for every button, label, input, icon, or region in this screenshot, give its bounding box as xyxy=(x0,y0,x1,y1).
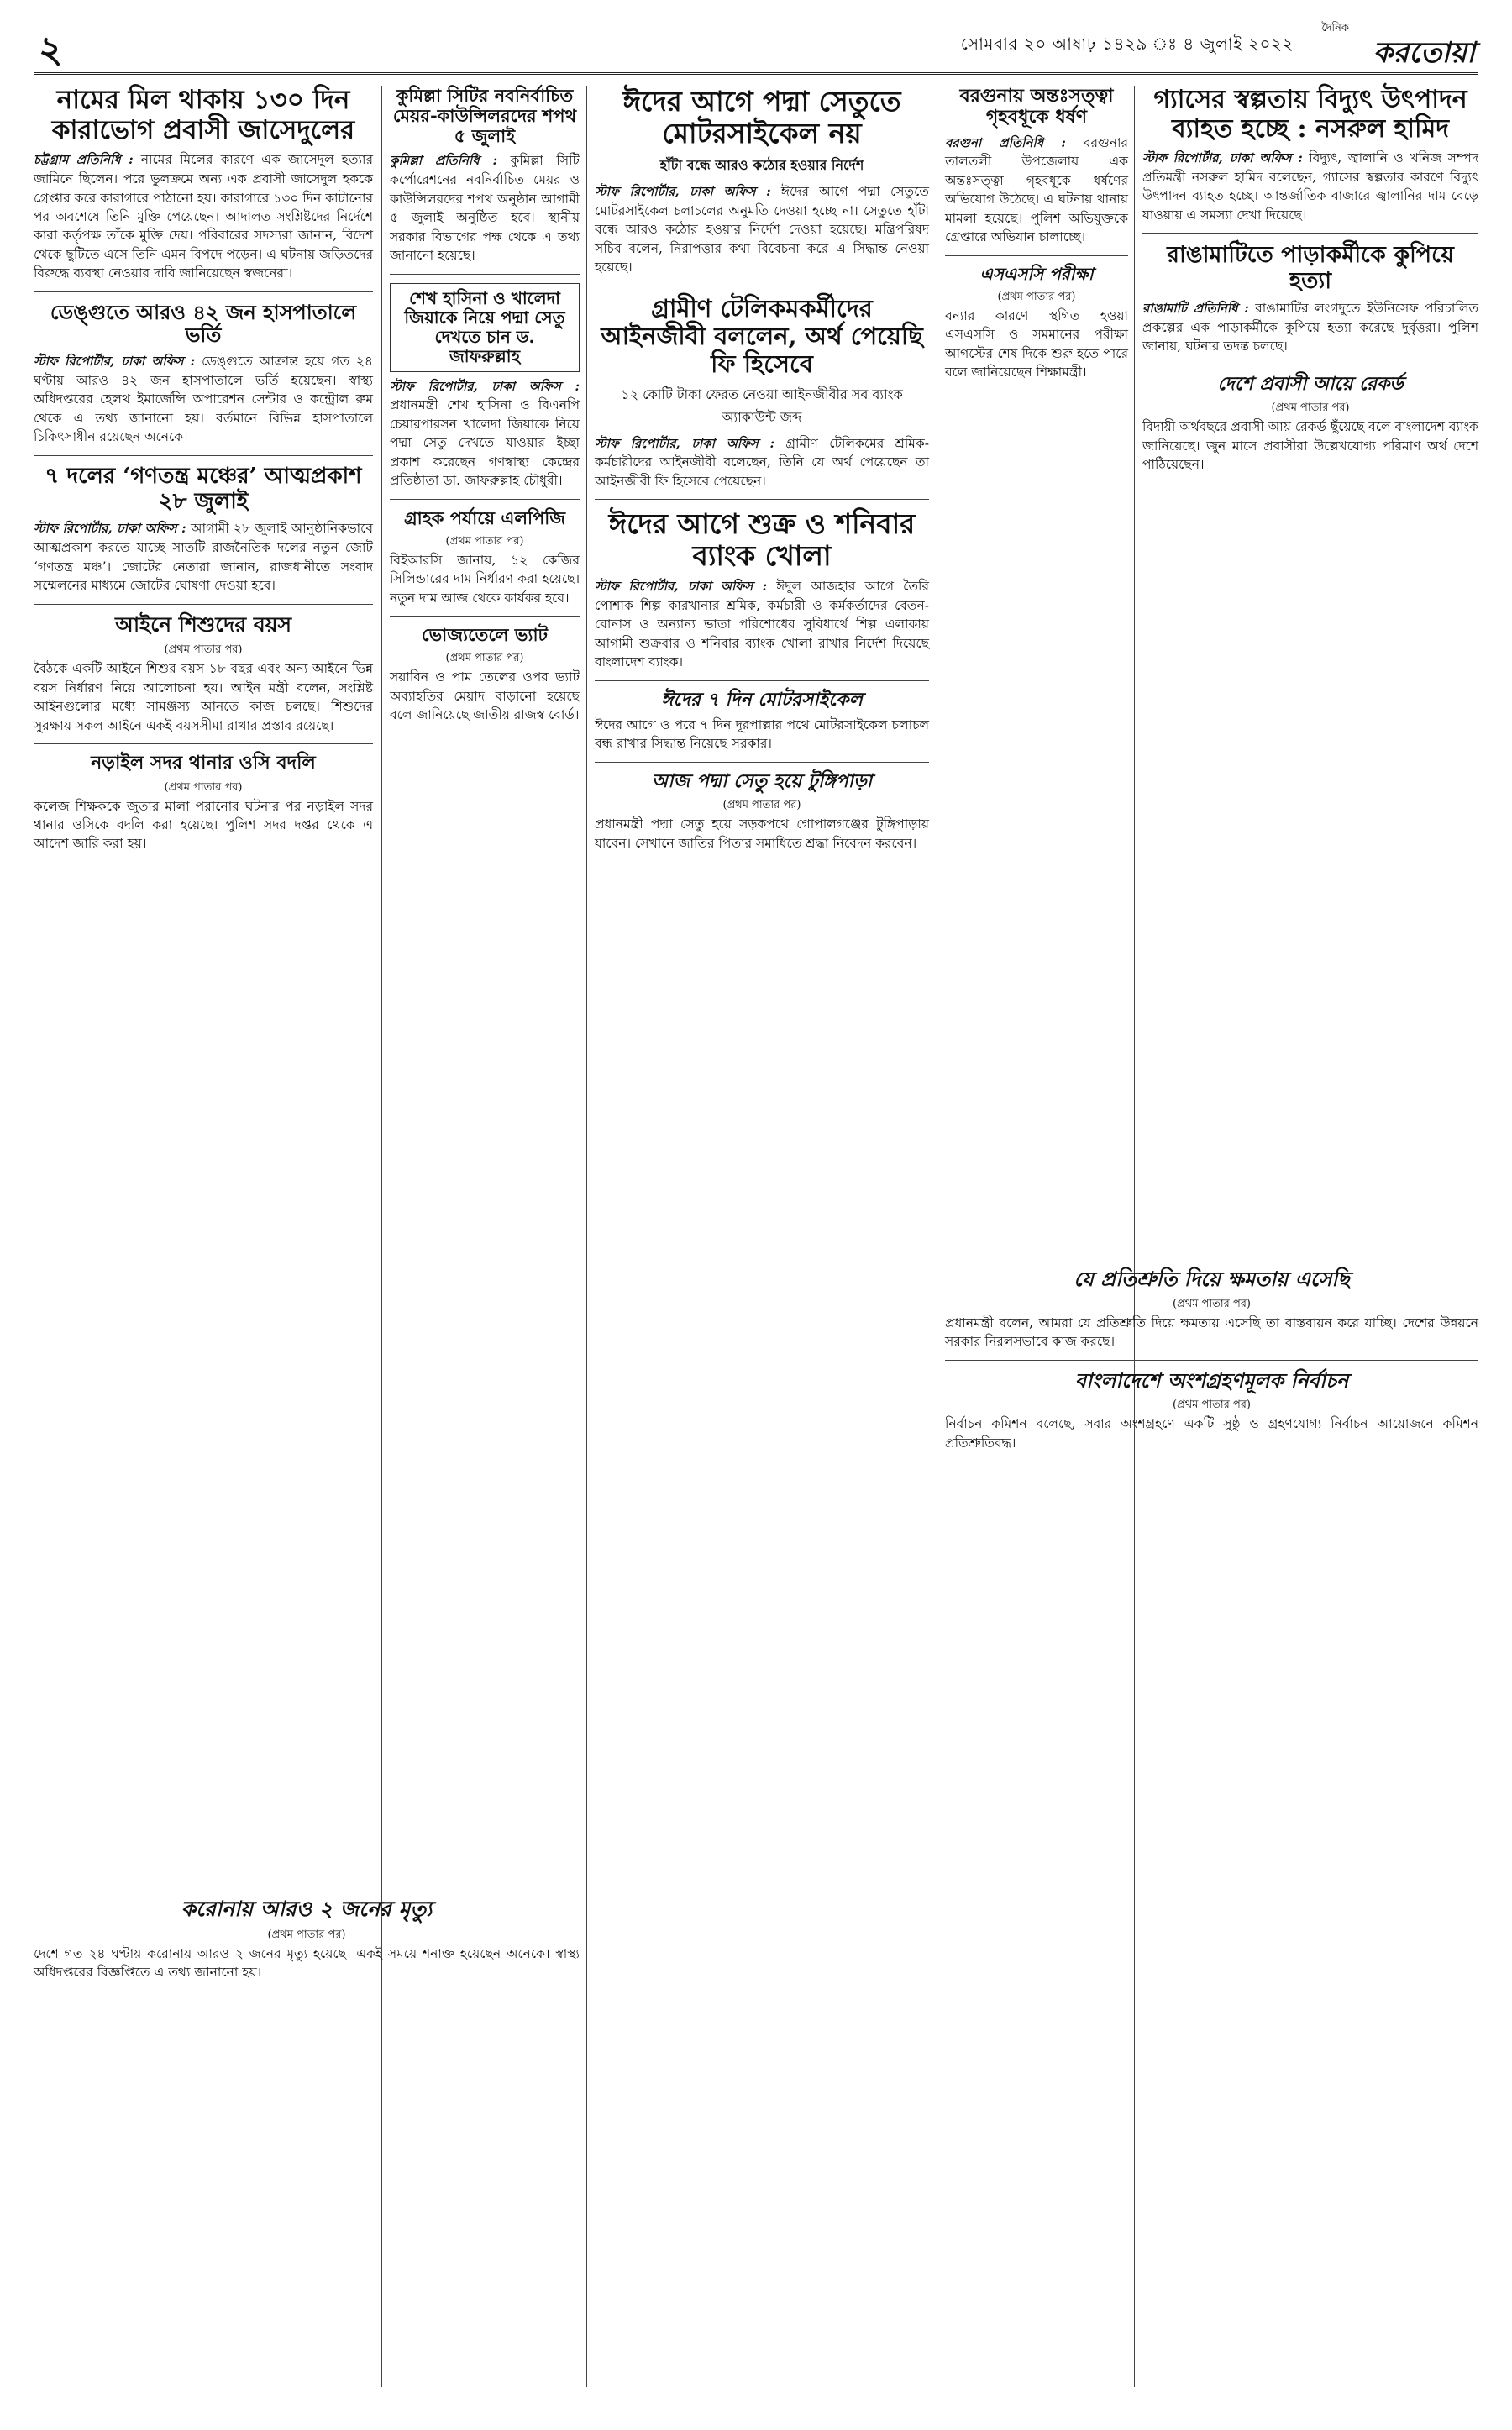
byline: রাঙামাটি প্রতিনিধি : xyxy=(1142,301,1249,317)
headline: গ্রামীণ টেলিকমকর্মীদের আইনজীবী বললেন, অর্থ পেয়েছি ফি হিসেবে xyxy=(601,293,923,379)
headline: শেখ হাসিনা ও খালেদা জিয়াকে নিয়ে পদ্মা সেতু দেখতে চান ড. জাফরুল্লাহ xyxy=(404,287,565,366)
article-body: প্রধানমন্ত্রী পদ্মা সেতু হয়ে সড়কপথে গোপালগঞ্জের টুঙ্গিপাড়ায় যাবেন। সেখানে জাতির পিতার সমাধিতে শ্রদ্ধা নিবেদন করবেন। xyxy=(595,816,933,851)
byline: স্টাফ রিপোর্টার, ঢাকা অফিস : xyxy=(1142,150,1303,165)
article-body: ডেঙ্গুতে আক্রান্ত হয়ে গত ২৪ ঘণ্টায় আরও ৪২ জন হাসপাতালে ভর্তি হয়েছেন। স্বাস্থ্য অধিদপ্তরের হেলথ ইমার্জেন্সি অপারেশন সেন্টার ও কন্ট্রোল রুম থেকে এ তথ্য জানানো হয়। বর্তমানে বিভিন্ন হাসপাতালে চিকিৎসাধীন রয়েছেন অনেকে। xyxy=(34,354,377,445)
headline: আইনে শিশুদের বয়স xyxy=(114,611,292,637)
column-right xyxy=(1142,85,1483,475)
headline: কুমিল্লা সিটির নবনির্বাচিত মেয়র-কাউন্সিলরদের শপথ ৫ জুলাই xyxy=(392,85,577,147)
headline: এসএসসি পরীক্ষা xyxy=(979,263,1094,284)
continued-label: (প্রথম পাতার পর) xyxy=(164,643,243,657)
byline: স্টাফ রিপোর্টার, ঢাকা অফিস : xyxy=(390,378,580,394)
article-body: ঈদের আগে ও পরে ৭ দিন দূরপাল্লার পথে মোটরসাইকেল চলাচল বন্ধ রাখার সিদ্ধান্ত নিয়েছে সরকার। xyxy=(595,717,933,752)
article-body: দেশে গত ২৪ ঘণ্টায় করোনায় আরও ২ জনের মৃত্যু হয়েছে। একই সময়ে শনাক্ত হয়েছেন অনেকে। স্বাস্থ্য অধিদপ্তরের বিজ্ঞপ্তিতে এ তথ্য জানানো হয়। xyxy=(34,1945,584,1981)
byline: বরগুনা প্রতিনিধি : xyxy=(945,134,1066,150)
headline: আজ পদ্মা সেতু হয়ে টুঙ্গিপাড়া xyxy=(651,769,873,792)
continued-label: (প্রথম পাতার পর) xyxy=(164,780,243,794)
article-body: কলেজ শিক্ষককে জুতার মালা পরানোর ঘটনার পর নড়াইল সদর থানার ওসিকে বদলি করা হয়েছে। পুলিশ সদর দপ্তর থেকে এ আদেশ জারি করা হয়। xyxy=(34,798,377,852)
byline: চট্টগ্রাম প্রতিনিধি : xyxy=(34,152,134,168)
headline: ডেঙ্গুতে আরও ৪২ জন হাসপাতালে ভর্তি xyxy=(50,299,357,348)
newspaper-page xyxy=(34,18,1483,2412)
byline: কুমিল্লা প্রতিনিধি : xyxy=(390,153,497,169)
continued-label: (প্রথম পাতার পর) xyxy=(445,652,524,665)
article-body: ঈদের আগে পদ্মা সেতুতে মোটরসাইকেল চলাচলের অনুমতি দেওয়া হচ্ছে না। সেতুতে হাঁটা বন্ধে আরও কঠোর হওয়ার নির্দেশ দেওয়া হয়েছে। মন্ত্রিপরিষদ সচিব বলেন, নিরাপত্তার কথা বিবেচনা করে এ সিদ্ধান্ত নেওয়া হয়েছে। xyxy=(595,183,933,276)
column-fourth xyxy=(945,85,1132,382)
headline: গ্যাসের স্বল্পতায় বিদ্যুৎ উৎপাদন ব্যাহত হচ্ছে : নসরুল হামিদ xyxy=(1153,85,1467,144)
headline: ঈদের আগে শুক্র ও শনিবার ব্যাংক খোলা xyxy=(608,507,916,573)
headline: নড়াইল সদর থানার ওসি বদলি xyxy=(91,752,316,774)
byline: স্টাফ রিপোর্টার, ঢাকা অফিস : xyxy=(34,354,196,370)
article-body: বন্যার কারণে স্থগিত হওয়া এসএসসি ও সমমানের পরীক্ষা আগস্টের শেষ দিকে শুরু হতে পারে বলে জানিয়েছেন শিক্ষামন্ত্রী। xyxy=(945,307,1132,381)
lower-right-block xyxy=(945,1262,1483,1452)
continued-label: (প্রথম পাতার পর) xyxy=(1173,1297,1251,1310)
headline: নামের মিল থাকায় ১৩০ দিন কারাভোগ প্রবাসী জাসেদুলের xyxy=(51,85,355,145)
logo-title: করতোয়া xyxy=(1373,36,1475,70)
bottom-left-block xyxy=(34,1892,584,1982)
subheadline: ১২ কোটি টাকা ফেরত নেওয়া আইনজীবীর সব ব্যাংক অ্যাকাউন্ট জব্দ xyxy=(621,386,903,425)
byline: স্টাফ রিপোর্টার, ঢাকা অফিস : xyxy=(595,579,768,595)
column-divider xyxy=(381,86,382,2387)
byline: স্টাফ রিপোর্টার, ঢাকা অফিস : xyxy=(595,435,775,451)
headline: বরগুনায় অন্তঃসত্ত্বা গৃহবধূকে ধর্ষণ xyxy=(959,85,1114,129)
column-left xyxy=(34,85,377,853)
newspaper-logo xyxy=(1307,20,1475,70)
headline-box xyxy=(390,283,580,372)
article-body: প্রধানমন্ত্রী শেখ হাসিনা ও বিএনপি চেয়ারপারসন খালেদা জিয়াকে নিয়ে পদ্মা সেতু দেখতে যাওয়ার ইচ্ছা প্রকাশ করেছেন গণস্বাস্থ্য কেন্দ্রের প্রতিষ্ঠাতা ডা. জাফরুল্লাহ চৌধুরী। xyxy=(390,378,584,489)
headline: করোনায় আরও ২ জনের মৃত্যু xyxy=(181,1897,433,1921)
column-divider xyxy=(1134,86,1135,2387)
article-body: নামের মিলের কারণে এক জাসেদুল হত্যার জামিনে ছিলেন। পরে ভুলক্রমে অন্য এক প্রবাসী জাসেদুল হককে গ্রেপ্তার করে কারাগারে পাঠানো হয়। কারাগারে ১৩০ দিন কাটানোর পর অবশেষে তিনি মুক্তি পেয়েছেন। আদালত সংশ্লিষ্টদের নির্দেশে কারা কর্তৃপক্ষ তাঁকে মুক্তি দেয়। পরিবারের সদস্যরা জানান, বিদেশ থেকে ছুটিতে এসে তিনি এমন বিপদে পড়েন। এ ঘটনায় জড়িতদের বিরুদ্ধে ব্যবস্থা নেওয়ার দাবি জানিয়েছেন স্বজনেরা। xyxy=(34,152,377,281)
date-line: সোমবার ২০ আষাঢ় ১৪২৯ ঃ ৪ জুলাই ২০২২ xyxy=(960,34,1294,54)
subheadline: হাঁটা বন্ধে আরও কঠোর হওয়ার নির্দেশ xyxy=(659,156,864,173)
headline: রাঙামাটিতে পাড়াকর্মীকে কুপিয়ে হত্যা xyxy=(1167,242,1454,295)
article-body: সয়াবিন ও পাম তেলের ওপর ভ্যাট অব্যাহতির মেয়াদ বাড়ানো হয়েছে বলে জানিয়েছে জাতীয় রাজস্ব বোর্ড। xyxy=(390,669,584,723)
continued-label: (প্রথম পাতার পর) xyxy=(997,290,1076,303)
byline: স্টাফ রিপোর্টার, ঢাকা অফিস : xyxy=(595,183,771,199)
continued-label: (প্রথম পাতার পর) xyxy=(1173,1399,1251,1412)
continued-label: (প্রথম পাতার পর) xyxy=(1271,402,1350,415)
headline: বাংলাদেশে অংশগ্রহণমূলক নির্বাচন xyxy=(1074,1367,1349,1393)
article-body: কুমিল্লা সিটি কর্পোরেশনের নবনির্বাচিত মেয়র ও কাউন্সিলরদের শপথ অনুষ্ঠান আগামী ৫ জুলাই অনুষ্ঠিত হবে। স্থানীয় সরকার বিভাগের পক্ষ থেকে এ তথ্য জানানো হয়েছে। xyxy=(390,153,584,264)
article-body: নির্বাচন কমিশন বলেছে, সবার অংশগ্রহণে একটি সুষ্ঠু ও গ্রহণযোগ্য নির্বাচন আয়োজনে কমিশন প্রতিশ্রুতিবদ্ধ। xyxy=(945,1416,1483,1451)
continued-label: (প্রথম পাতার পর) xyxy=(445,534,524,548)
column-second xyxy=(390,85,584,725)
article-body: বিদ্যুৎ, জ্বালানি ও খনিজ সম্পদ প্রতিমন্ত্রী নসরুল হামিদ বলেছেন, গ্যাসের স্বল্পতার কারণে বিদ্যুৎ উৎপাদন ব্যাহত হচ্ছে। আন্তর্জাতিক বাজারে জ্বালানির দাম বেড়ে যাওয়ায় এ সমস্যা দেখা দিয়েছে। xyxy=(1142,150,1483,223)
logo-small-text: দৈনিক xyxy=(1321,22,1349,34)
article-body: রাঙামাটির লংগদুতে ইউনিসেফ পরিচালিত প্রকল্পের এক পাড়াকর্মীকে কুপিয়ে হত্যা করেছে দুর্বৃত্তরা। পুলিশ জানায়, ঘটনার তদন্ত চলছে। xyxy=(1142,301,1483,354)
continued-label: (প্রথম পাতার পর) xyxy=(267,1928,346,1941)
article-body: বিদায়ী অর্থবছরে প্রবাসী আয় রেকর্ড ছুঁয়েছে বলে বাংলাদেশ ব্যাংক জানিয়েছে। জুন মাসে প্রবাসীরা উল্লেখযোগ্য পরিমাণ অর্থ দেশে পাঠিয়েছেন। xyxy=(1142,419,1483,473)
headline: যে প্রতিশ্রুতি দিয়ে ক্ষমতায় এসেছি xyxy=(1074,1267,1350,1291)
headline: ৭ দলের ‘গণতন্ত্র মঞ্চের’ আত্মপ্রকাশ ২৮ জুলাই xyxy=(45,463,362,514)
headline: ঈদের ৭ দিন মোটরসাইকেল xyxy=(661,688,863,711)
article-body: বরগুনার তালতলী উপজেলায় এক অন্তঃসত্ত্বা গৃহবধূকে ধর্ষণের অভিযোগ উঠেছে। এ ঘটনায় থানায় মামলা হয়েছে। পুলিশ অভিযুক্তকে গ্রেপ্তারে অভিযান চালাচ্ছে। xyxy=(945,134,1132,245)
masthead xyxy=(34,18,1478,75)
continued-label: (প্রথম পাতার পর) xyxy=(722,799,801,812)
column-divider xyxy=(586,86,587,2387)
article-body: বিইআরসি জানায়, ১২ কেজির সিলিন্ডারের দাম নির্ধারণ করা হয়েছে। নতুন দাম আজ থেকে কার্যকর হবে। xyxy=(390,552,584,606)
headline: দেশে প্রবাসী আয়ে রেকর্ড xyxy=(1217,372,1404,395)
column-center xyxy=(595,85,933,853)
article-body: গ্রামীণ টেলিকমের শ্রমিক-কর্মচারীদের আইনজীবী বলেছেন, তিনি যে অর্থ পেয়েছেন তা আইনজীবী ফি হিসেবে পেয়েছেন। xyxy=(595,435,933,489)
page-number: ২ xyxy=(39,29,63,71)
article-body: প্রধানমন্ত্রী বলেন, আমরা যে প্রতিশ্রুতি দিয়ে ক্ষমতায় এসেছি তা বাস্তবায়ন করে যাচ্ছি। দেশের উন্নয়নে সরকার নিরলসভাবে কাজ করছে। xyxy=(945,1315,1483,1350)
headline: ভোজ্যতেলে ভ্যাট xyxy=(422,624,548,646)
headline: গ্রাহক পর্যায়ে এলপিজি xyxy=(403,506,566,528)
article-body: ঈদুল আজহার আগে তৈরি পোশাক শিল্প কারখানার শ্রমিক, কর্মচারী ও কর্মকর্তাদের বেতন-বোনাস ও অন্যান্য ভাতা পরিশোধের সুবিধার্থে শিল্প এলাকায় আগামী শুক্রবার ও শনিবার ব্যাংক খোলা রাখার নির্দেশ দিয়েছে বাংলাদেশ ব্যাংক। xyxy=(595,579,933,670)
article-body: আগামী ২৮ জুলাই আনুষ্ঠানিকভাবে আত্মপ্রকাশ করতে যাচ্ছে সাতটি রাজনৈতিক দলের নতুন জোট ‘গণতন্ত্র মঞ্চ’। জোটের নেতারা জানান, রাজধানীতে সংবাদ সম্মেলনের মাধ্যমে জোটের ঘোষণা দেওয়া হবে। xyxy=(34,521,377,594)
byline: স্টাফ রিপোর্টার, ঢাকা অফিস : xyxy=(34,521,186,537)
headline: ঈদের আগে পদ্মা সেতুতে মোটরসাইকেল নয় xyxy=(622,85,901,150)
article-body: বৈঠকে একটি আইনে শিশুর বয়স ১৮ বছর এবং অন্য আইনে ভিন্ন বয়স নির্ধারণ নিয়ে আলোচনা হয়। আইন মন্ত্রী বলেন, সংশ্লিষ্ট আইনগুলোর মধ্যে সামঞ্জস্য আনতে কাজ চলছে। শিশুদের সুরক্ষায় সকল আইনে একই বয়সসীমা রাখার প্রস্তাব রয়েছে। xyxy=(34,661,377,733)
